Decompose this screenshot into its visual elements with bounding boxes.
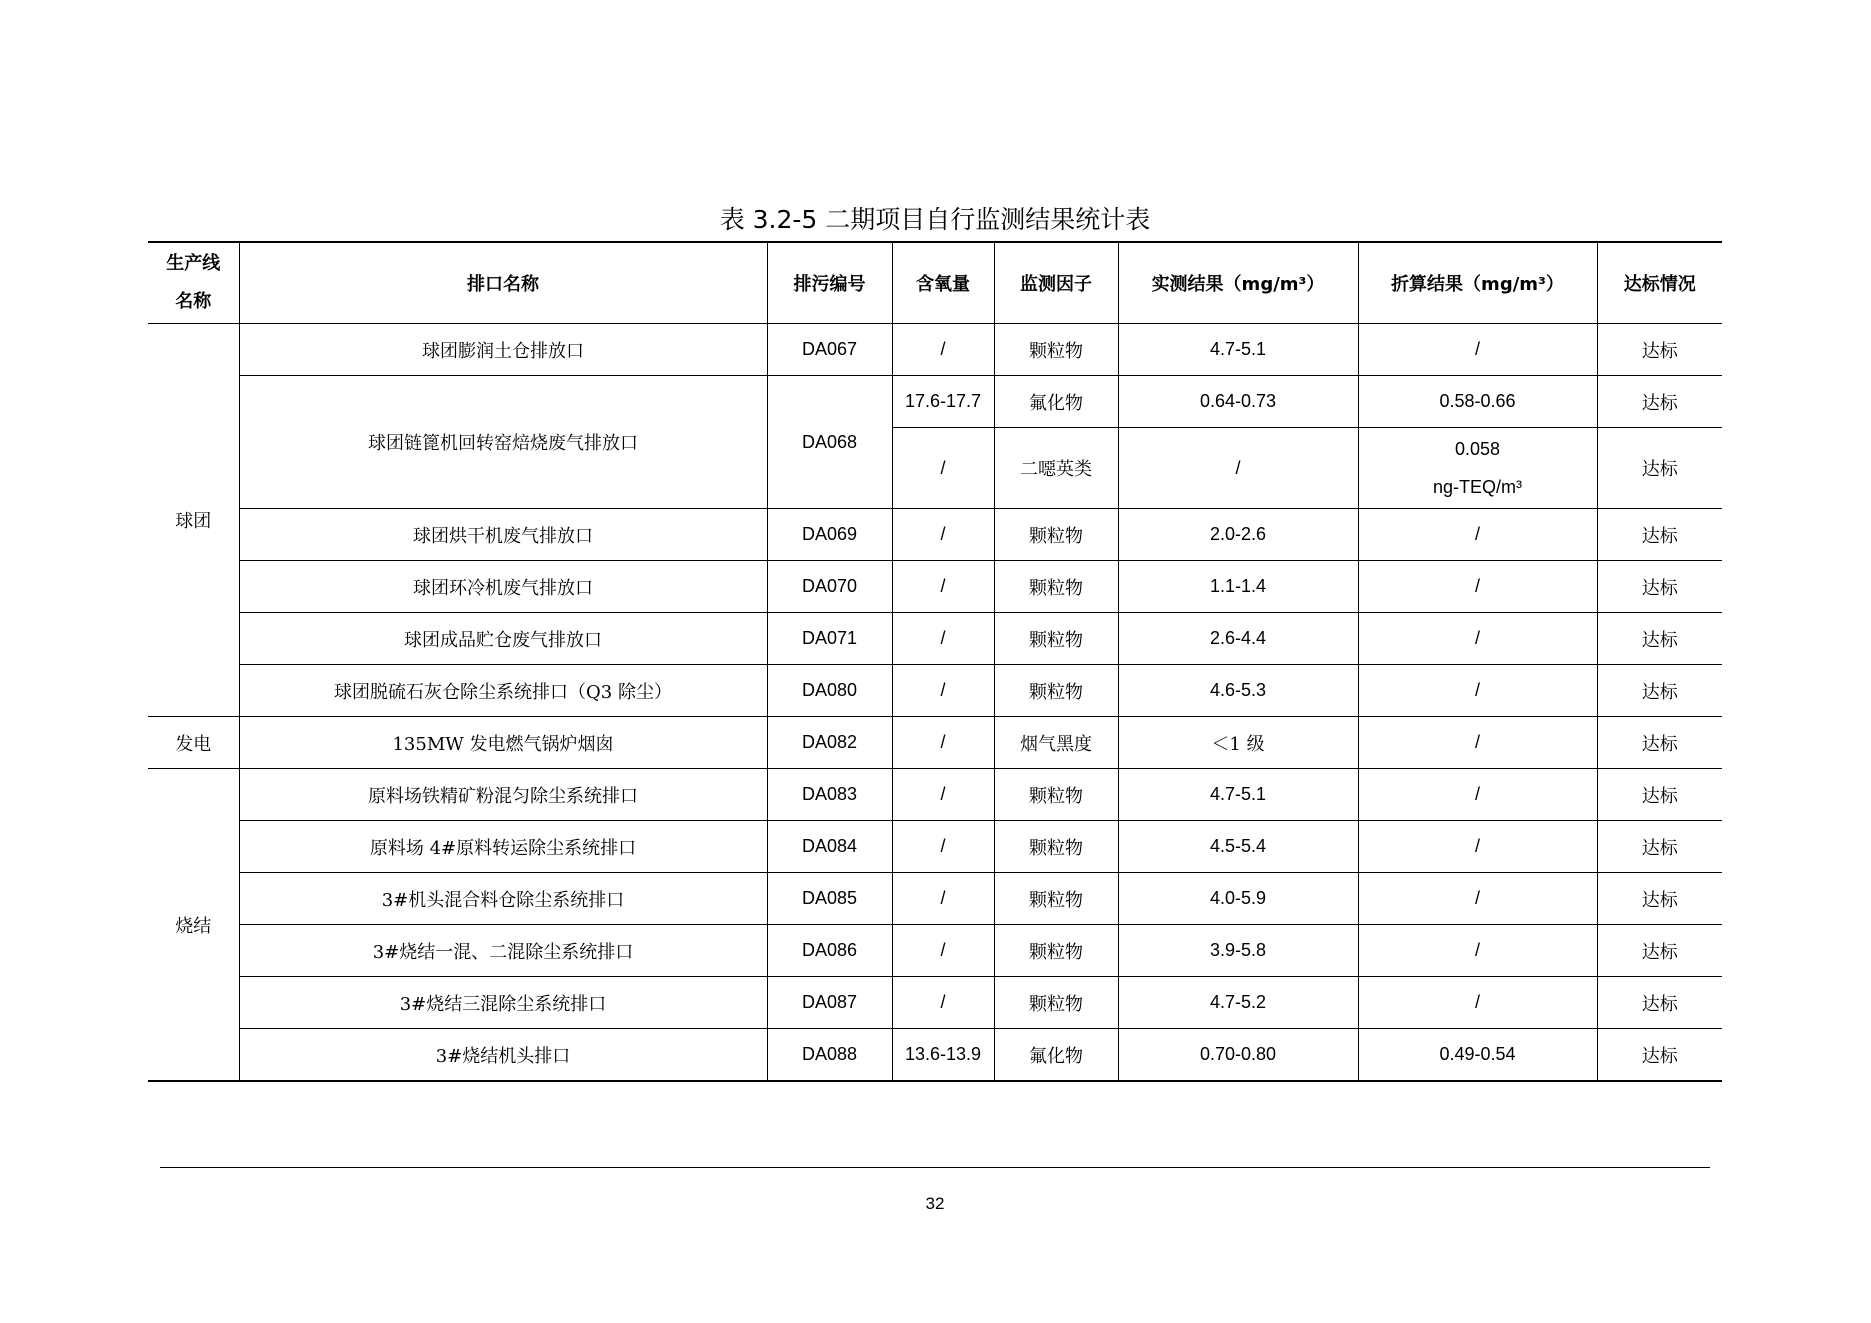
factor-cell: 二噁英类 <box>994 428 1118 509</box>
outlet-name-cell: 球团链篦机回转窑焙烧废气排放口 <box>239 376 767 509</box>
converted-cell: / <box>1358 509 1597 561</box>
oxygen-cell: 13.6-13.9 <box>892 1029 994 1082</box>
header-oxygen: 含氧量 <box>892 242 994 324</box>
status-cell: 达标 <box>1597 324 1722 376</box>
outlet-name-cell: 3#烧结机头排口 <box>239 1029 767 1082</box>
measured-cell: 3.9-5.8 <box>1118 925 1358 977</box>
header-line-part1: 生产线 <box>166 253 221 274</box>
page-number: 32 <box>925 1194 945 1213</box>
header-measured: 实测结果（mg/m³） <box>1118 242 1358 324</box>
header-line-part2: 名称 <box>175 291 212 312</box>
converted-cell: / <box>1358 613 1597 665</box>
oxygen-cell: 17.6-17.7 <box>892 376 994 428</box>
monitoring-results-table <box>148 241 1722 1082</box>
converted-cell: / <box>1358 977 1597 1029</box>
oxygen-cell: / <box>892 717 994 769</box>
converted-cell <box>1358 428 1597 509</box>
status-cell: 达标 <box>1597 821 1722 873</box>
measured-cell: 4.6-5.3 <box>1118 665 1358 717</box>
oxygen-cell: / <box>892 925 994 977</box>
factor-cell: 颗粒物 <box>994 324 1118 376</box>
measured-cell: 4.7-5.2 <box>1118 977 1358 1029</box>
status-cell: 达标 <box>1597 873 1722 925</box>
converted-cell: / <box>1358 873 1597 925</box>
line-cell: 球团 <box>148 324 239 717</box>
factor-cell: 氟化物 <box>994 1029 1118 1082</box>
converted-cell: / <box>1358 769 1597 821</box>
line-cell: 烧结 <box>148 769 239 1082</box>
oxygen-cell: / <box>892 428 994 509</box>
outlet-name-cell: 3#机头混合料仓除尘系统排口 <box>239 873 767 925</box>
converted-cell: 0.58-0.66 <box>1358 376 1597 428</box>
oxygen-cell: / <box>892 613 994 665</box>
footer-divider <box>160 1167 1710 1168</box>
factor-cell: 颗粒物 <box>994 613 1118 665</box>
status-cell: 达标 <box>1597 509 1722 561</box>
status-cell: 达标 <box>1597 376 1722 428</box>
status-cell: 达标 <box>1597 561 1722 613</box>
factor-cell: 颗粒物 <box>994 925 1118 977</box>
converted-cell: 0.49-0.54 <box>1358 1029 1597 1082</box>
measured-cell: ＜1 级 <box>1118 717 1358 769</box>
status-cell: 达标 <box>1597 925 1722 977</box>
table-row <box>148 925 1722 977</box>
table-title: 表 3.2-5 二期项目自行监测结果统计表 <box>719 205 1151 234</box>
table-row <box>148 873 1722 925</box>
measured-cell: 4.7-5.1 <box>1118 324 1358 376</box>
outlet-name-cell: 球团脱硫石灰仓除尘系统排口（Q3 除尘） <box>239 665 767 717</box>
outlet-code-cell: DA067 <box>767 324 892 376</box>
factor-cell: 颗粒物 <box>994 509 1118 561</box>
outlet-code-cell: DA088 <box>767 1029 892 1082</box>
outlet-name-cell: 3#烧结一混、二混除尘系统排口 <box>239 925 767 977</box>
header-outlet-code: 排污编号 <box>767 242 892 324</box>
outlet-name-cell: 135MW 发电燃气锅炉烟囱 <box>239 717 767 769</box>
measured-cell: 4.7-5.1 <box>1118 769 1358 821</box>
measured-cell: 0.70-0.80 <box>1118 1029 1358 1082</box>
outlet-code-cell: DA084 <box>767 821 892 873</box>
status-cell: 达标 <box>1597 1029 1722 1082</box>
factor-cell: 颗粒物 <box>994 821 1118 873</box>
oxygen-cell: / <box>892 769 994 821</box>
table-row <box>148 769 1722 821</box>
factor-cell: 氟化物 <box>994 376 1118 428</box>
outlet-name-cell: 球团烘干机废气排放口 <box>239 509 767 561</box>
converted-cell: / <box>1358 821 1597 873</box>
outlet-name-cell: 球团成品贮仓废气排放口 <box>239 613 767 665</box>
outlet-code-cell: DA071 <box>767 613 892 665</box>
measured-cell: 2.6-4.4 <box>1118 613 1358 665</box>
table-row <box>148 376 1722 428</box>
outlet-code-cell: DA082 <box>767 717 892 769</box>
converted-unit: ng-TEQ/m³ <box>1432 477 1522 497</box>
oxygen-cell: / <box>892 509 994 561</box>
outlet-code-cell: DA070 <box>767 561 892 613</box>
table-row <box>148 509 1722 561</box>
table-row <box>148 324 1722 376</box>
measured-cell: / <box>1118 428 1358 509</box>
outlet-code-cell: DA068 <box>767 376 892 509</box>
factor-cell: 颗粒物 <box>994 665 1118 717</box>
table-header-row <box>148 242 1722 324</box>
oxygen-cell: / <box>892 561 994 613</box>
converted-cell: / <box>1358 717 1597 769</box>
measured-cell: 4.0-5.9 <box>1118 873 1358 925</box>
oxygen-cell: / <box>892 821 994 873</box>
status-cell: 达标 <box>1597 665 1722 717</box>
measured-cell: 4.5-5.4 <box>1118 821 1358 873</box>
table-row <box>148 821 1722 873</box>
outlet-code-cell: DA087 <box>767 977 892 1029</box>
converted-cell: / <box>1358 561 1597 613</box>
outlet-code-cell: DA069 <box>767 509 892 561</box>
converted-cell: / <box>1358 925 1597 977</box>
status-cell: 达标 <box>1597 977 1722 1029</box>
status-cell: 达标 <box>1597 613 1722 665</box>
oxygen-cell: / <box>892 873 994 925</box>
factor-cell: 颗粒物 <box>994 769 1118 821</box>
header-status: 达标情况 <box>1597 242 1722 324</box>
outlet-name-cell: 球团膨润土仓排放口 <box>239 324 767 376</box>
oxygen-cell: / <box>892 977 994 1029</box>
header-converted: 折算结果（mg/m³） <box>1358 242 1597 324</box>
table-row <box>148 717 1722 769</box>
factor-cell: 颗粒物 <box>994 977 1118 1029</box>
header-factor: 监测因子 <box>994 242 1118 324</box>
line-cell: 发电 <box>148 717 239 769</box>
status-cell: 达标 <box>1597 717 1722 769</box>
measured-cell: 0.64-0.73 <box>1118 376 1358 428</box>
converted-value: 0.058 <box>1454 439 1501 459</box>
table-row <box>148 613 1722 665</box>
outlet-code-cell: DA085 <box>767 873 892 925</box>
outlet-code-cell: DA083 <box>767 769 892 821</box>
oxygen-cell: / <box>892 324 994 376</box>
header-outlet-name: 排口名称 <box>239 242 767 324</box>
status-cell: 达标 <box>1597 769 1722 821</box>
status-cell: 达标 <box>1597 428 1722 509</box>
converted-cell: / <box>1358 665 1597 717</box>
table-row <box>148 561 1722 613</box>
outlet-name-cell: 原料场铁精矿粉混匀除尘系统排口 <box>239 769 767 821</box>
table-row <box>148 977 1722 1029</box>
oxygen-cell: / <box>892 665 994 717</box>
factor-cell: 烟气黑度 <box>994 717 1118 769</box>
table-row <box>148 665 1722 717</box>
header-line <box>148 242 239 324</box>
converted-cell: / <box>1358 324 1597 376</box>
outlet-name-cell: 球团环冷机废气排放口 <box>239 561 767 613</box>
measured-cell: 2.0-2.6 <box>1118 509 1358 561</box>
outlet-code-cell: DA086 <box>767 925 892 977</box>
outlet-name-cell: 原料场 4#原料转运除尘系统排口 <box>239 821 767 873</box>
factor-cell: 颗粒物 <box>994 873 1118 925</box>
factor-cell: 颗粒物 <box>994 561 1118 613</box>
outlet-code-cell: DA080 <box>767 665 892 717</box>
measured-cell: 1.1-1.4 <box>1118 561 1358 613</box>
table-row <box>148 1029 1722 1082</box>
outlet-name-cell: 3#烧结三混除尘系统排口 <box>239 977 767 1029</box>
